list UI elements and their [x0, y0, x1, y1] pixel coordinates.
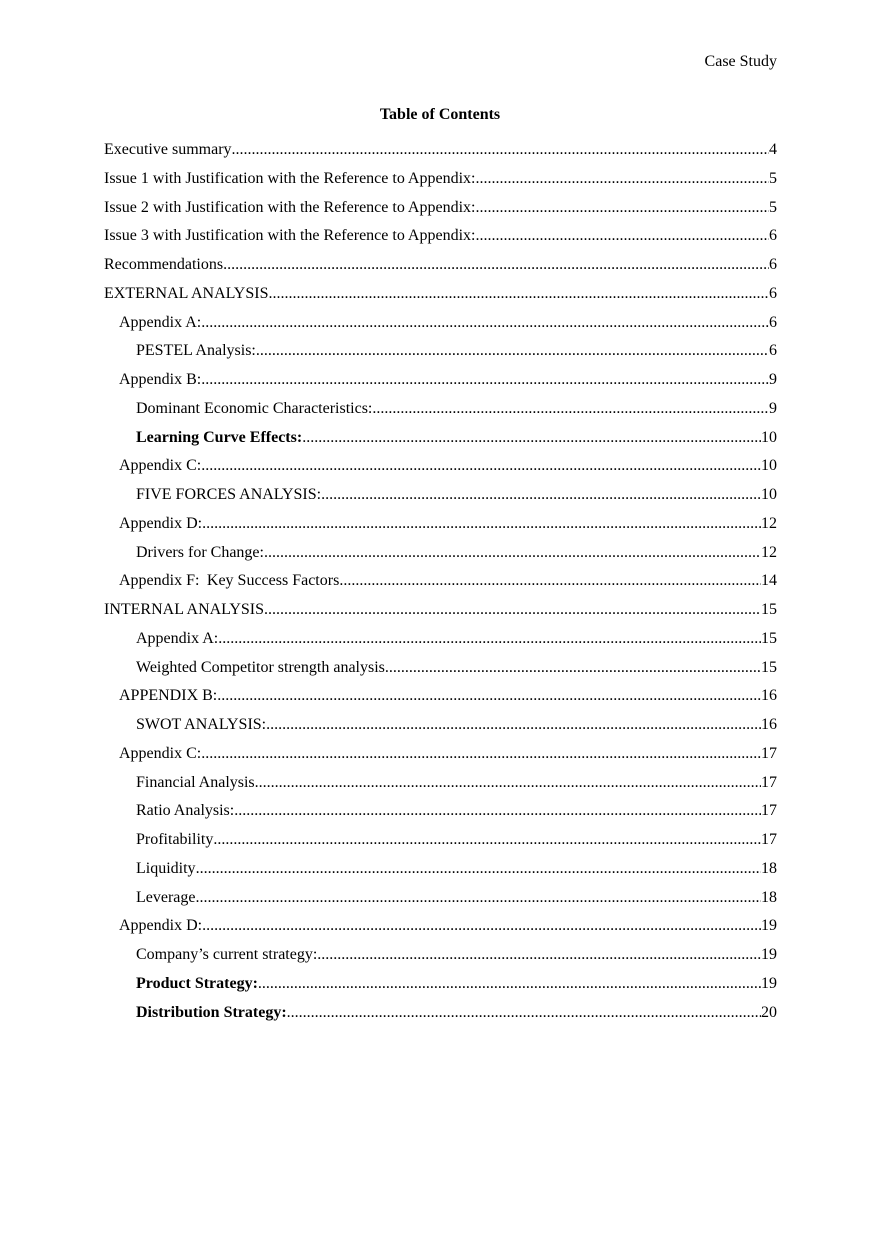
- toc-entry-ratio-analysis[interactable]: [104, 797, 777, 826]
- toc-entry-label: Appendix A:: [136, 629, 219, 647]
- dot-leader: [339, 567, 761, 596]
- dot-leader: [201, 309, 769, 338]
- table-of-contents: [104, 136, 777, 1027]
- dot-leader: [317, 941, 761, 970]
- toc-entry-financial-analysis[interactable]: [104, 769, 777, 798]
- toc-entry-label: Issue 3 with Justification with the Reference to Appendix:: [104, 227, 476, 245]
- dot-leader: [234, 797, 761, 826]
- toc-entry-page: 16: [761, 687, 777, 705]
- toc-entry-executive-summary[interactable]: [104, 136, 777, 165]
- toc-entry-swot-analysis[interactable]: [104, 711, 777, 740]
- toc-entry-issue-2[interactable]: [104, 194, 777, 223]
- dot-leader: [372, 395, 769, 424]
- toc-entry-page: 19: [761, 974, 777, 992]
- dot-leader: [475, 222, 769, 251]
- toc-entry-page: 16: [761, 716, 777, 733]
- toc-entry-label: Distribution Strategy:: [136, 1003, 287, 1021]
- toc-entry-label: Weighted Competitor strength analysis: [136, 658, 385, 676]
- dot-leader: [202, 912, 761, 941]
- toc-entry-label: Dominant Economic Characteristics:: [136, 399, 373, 417]
- toc-entry-current-strategy[interactable]: [104, 941, 777, 970]
- dot-leader: [264, 539, 761, 568]
- dot-leader: [266, 711, 761, 740]
- toc-entry-label: Learning Curve Effects:: [136, 428, 303, 446]
- toc-entry-label: SWOT ANALYSIS:: [136, 716, 267, 733]
- dot-leader: [258, 970, 761, 999]
- toc-entry-ext-appendix-d[interactable]: [104, 510, 777, 539]
- toc-entry-page: 9: [769, 371, 777, 388]
- toc-entry-label: Profitability: [136, 831, 214, 848]
- toc-entry-label: Leverage: [136, 888, 196, 906]
- toc-entry-page: 20: [761, 1003, 777, 1021]
- toc-entry-label: Product Strategy:: [136, 974, 258, 992]
- toc-entry-internal-analysis[interactable]: [104, 596, 777, 625]
- toc-entry-issue-3[interactable]: [104, 222, 777, 251]
- toc-entry-label: Appendix D:: [119, 917, 203, 935]
- toc-entry-weighted-competitor-strength[interactable]: [104, 654, 777, 683]
- dot-leader: [268, 280, 769, 309]
- toc-entry-product-strategy[interactable]: [104, 970, 777, 999]
- toc-entry-recommendations[interactable]: [104, 251, 777, 280]
- dot-leader: [201, 452, 761, 481]
- dot-leader: [196, 855, 761, 884]
- toc-entry-int-appendix-a[interactable]: [104, 625, 777, 654]
- toc-entry-page: 14: [761, 572, 777, 590]
- dot-leader: [264, 596, 761, 625]
- dot-leader: [302, 424, 761, 453]
- toc-entry-page: 10: [761, 486, 777, 503]
- toc-entry-label: Company’s current strategy:: [136, 946, 318, 963]
- toc-entry-page: 17: [761, 744, 777, 762]
- toc-entry-label: PESTEL Analysis:: [136, 342, 256, 360]
- toc-entry-leverage[interactable]: [104, 884, 777, 913]
- toc-entry-profitability[interactable]: [104, 826, 777, 855]
- toc-entry-page: 12: [761, 543, 777, 561]
- dot-leader: [255, 769, 761, 798]
- toc-entry-page: 6: [769, 227, 777, 245]
- toc-entry-page: 17: [761, 831, 777, 848]
- toc-entry-learning-curve-effects[interactable]: [104, 424, 777, 453]
- toc-entry-liquidity[interactable]: [104, 855, 777, 884]
- toc-entry-label: INTERNAL ANALYSIS: [104, 601, 265, 618]
- dot-leader: [213, 826, 761, 855]
- dot-leader: [201, 740, 761, 769]
- dot-leader: [218, 625, 761, 654]
- toc-entry-label: FIVE FORCES ANALYSIS:: [136, 486, 322, 503]
- toc-entry-page: 6: [769, 313, 777, 331]
- toc-entry-int-appendix-d[interactable]: [104, 912, 777, 941]
- toc-entry-page: 17: [761, 773, 777, 791]
- toc-entry-label: Appendix A:: [119, 313, 202, 331]
- toc-entry-label: Appendix F:: [119, 572, 200, 590]
- toc-entry-label: Executive summary: [104, 141, 232, 158]
- dot-leader: [196, 884, 761, 913]
- toc-entry-page: 19: [761, 946, 777, 963]
- toc-entry-label: Appendix B:: [119, 371, 202, 388]
- toc-entry-label: Liquidity: [136, 859, 196, 877]
- toc-entry-label: Appendix D:: [119, 514, 203, 532]
- dot-leader: [217, 682, 761, 711]
- toc-entry-page: 4: [769, 141, 777, 158]
- toc-entry-ext-appendix-b[interactable]: [104, 366, 777, 395]
- toc-entry-page: 6: [769, 256, 777, 273]
- toc-entry-page: 15: [761, 658, 777, 676]
- dot-leader: [202, 510, 761, 539]
- toc-entry-label: Financial Analysis: [136, 773, 255, 791]
- toc-entry-page: 5: [769, 198, 777, 216]
- toc-entry-page: 15: [761, 601, 777, 618]
- toc-entry-label: Appendix C:: [119, 744, 202, 762]
- toc-entry-page: 6: [769, 342, 777, 360]
- toc-entry-label-secondary: Key Success Factors: [206, 572, 340, 590]
- toc-entry-page: 6: [769, 284, 777, 302]
- toc-entry-label: Ratio Analysis:: [136, 802, 235, 820]
- dot-leader: [475, 194, 769, 223]
- toc-entry-page: 10: [761, 457, 777, 475]
- dot-leader: [321, 481, 761, 510]
- toc-entry-page: 5: [769, 169, 777, 187]
- toc-entry-label: Recommendations: [104, 256, 224, 273]
- toc-entry-int-appendix-c[interactable]: [104, 740, 777, 769]
- toc-entry-external-analysis[interactable]: [104, 280, 777, 309]
- dot-leader: [475, 165, 769, 194]
- dot-leader: [223, 251, 769, 280]
- toc-entry-int-appendix-b[interactable]: [104, 682, 777, 711]
- toc-entry-issue-1[interactable]: [104, 165, 777, 194]
- toc-entry-page: 19: [761, 917, 777, 935]
- toc-entry-label: Appendix C:: [119, 457, 202, 475]
- toc-entry-ext-appendix-a[interactable]: [104, 309, 777, 338]
- toc-entry-page: 15: [761, 629, 777, 647]
- toc-entry-label: EXTERNAL ANALYSIS: [104, 284, 269, 302]
- toc-entry-dominant-economic-characteristics[interactable]: [104, 395, 777, 424]
- running-header: Case Study: [704, 53, 777, 70]
- toc-entry-page: 17: [761, 802, 777, 820]
- toc-entry-label: Drivers for Change:: [136, 543, 264, 561]
- toc-entry-label: Issue 1 with Justification with the Reference to Appendix:: [104, 169, 476, 187]
- toc-entry-page: 9: [769, 399, 777, 417]
- toc-entry-page: 12: [761, 514, 777, 532]
- dot-leader: [287, 999, 761, 1028]
- toc-entry-distribution-strategy[interactable]: [104, 999, 777, 1028]
- toc-entry-label: Issue 2 with Justification with the Reference to Appendix:: [104, 198, 476, 216]
- toc-entry-ext-appendix-c[interactable]: [104, 452, 777, 481]
- toc-entry-pestel-analysis[interactable]: [104, 337, 777, 366]
- toc-entry-page: 10: [761, 428, 777, 446]
- toc-entry-page: 18: [761, 859, 777, 877]
- toc-entry-page: 18: [761, 888, 777, 906]
- toc-title: Table of Contents: [379, 106, 501, 123]
- toc-entry-label: APPENDIX B:: [119, 687, 218, 705]
- toc-entry-five-forces-analysis[interactable]: [104, 481, 777, 510]
- toc-entry-drivers-for-change[interactable]: [104, 539, 777, 568]
- dot-leader: [201, 366, 769, 395]
- dot-leader: [256, 337, 769, 366]
- dot-leader: [385, 654, 761, 683]
- toc-entry-ext-appendix-f[interactable]: [104, 567, 777, 596]
- dot-leader: [232, 136, 769, 165]
